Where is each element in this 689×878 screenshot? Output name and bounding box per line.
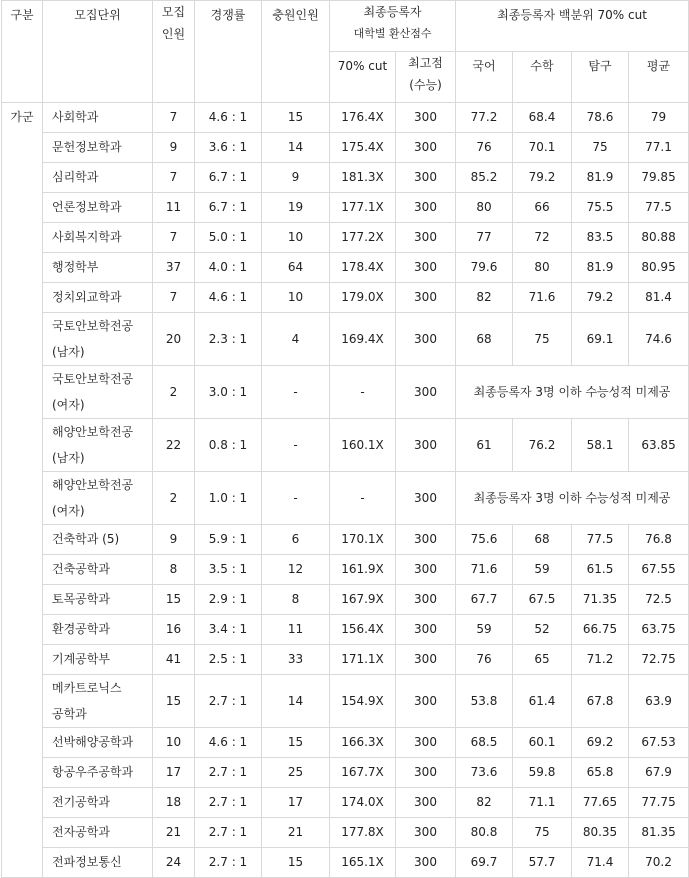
unit-name-cell [43, 758, 153, 788]
max-score-cell: 300 [396, 788, 456, 818]
no-data-note: 최종등록자 3명 이하 수능성적 미제공 [456, 472, 689, 525]
extra-cell: 14 [262, 675, 330, 728]
korean-cell: 73.6 [456, 758, 513, 788]
inquiry-cell: 79.2 [572, 283, 629, 313]
ratio-cell: 4.6 : 1 [195, 103, 262, 133]
table-row [2, 848, 689, 878]
inquiry-cell: 75.5 [572, 193, 629, 223]
header-final-line1: 최종등록자 [363, 5, 422, 19]
cut70-cell: 165.1X [330, 848, 396, 878]
cut70-cell: - [330, 366, 396, 419]
unit-name-line: 메카트로닉스 [52, 681, 122, 695]
max-score-cell: 300 [396, 193, 456, 223]
table-row [2, 728, 689, 758]
korean-cell: 69.7 [456, 848, 513, 878]
unit-name-cell [43, 848, 153, 878]
cut70-cell: - [330, 472, 396, 525]
inquiry-cell: 80.35 [572, 818, 629, 848]
korean-cell: 77 [456, 223, 513, 253]
unit-name-line: 기계공학부 [52, 652, 110, 666]
unit-name-line: (여자) [52, 504, 85, 518]
average-cell: 63.9 [629, 675, 689, 728]
korean-cell: 80.8 [456, 818, 513, 848]
extra-cell: 64 [262, 253, 330, 283]
header-korean: 국어 [456, 52, 513, 103]
no-data-note: 최종등록자 3명 이하 수능성적 미제공 [456, 366, 689, 419]
ratio-cell: 1.0 : 1 [195, 472, 262, 525]
inquiry-cell: 69.2 [572, 728, 629, 758]
quota-cell: 7 [153, 163, 195, 193]
unit-name-line: 정치외교학과 [52, 290, 122, 304]
ratio-cell: 6.7 : 1 [195, 163, 262, 193]
table-body [2, 103, 689, 878]
unit-name-cell [43, 163, 153, 193]
ratio-cell: 4.6 : 1 [195, 728, 262, 758]
unit-name-cell [43, 585, 153, 615]
cut70-cell: 167.7X [330, 758, 396, 788]
inquiry-cell: 66.75 [572, 615, 629, 645]
unit-name-line: 문헌정보학과 [52, 140, 122, 154]
quota-cell: 10 [153, 728, 195, 758]
cut70-cell: 171.1X [330, 645, 396, 675]
max-score-cell: 300 [396, 645, 456, 675]
unit-name-line: 건축학과 (5) [52, 532, 120, 546]
unit-name-line: 전파정보통신 [52, 855, 122, 869]
header-max-line1: 최고점 [408, 56, 443, 70]
math-cell: 72 [513, 223, 572, 253]
korean-cell: 79.6 [456, 253, 513, 283]
math-cell: 59 [513, 555, 572, 585]
header-extra: 충원인원 [262, 1, 330, 103]
cut70-cell: 161.9X [330, 555, 396, 585]
math-cell: 52 [513, 615, 572, 645]
header-inquiry: 탐구 [572, 52, 629, 103]
extra-cell: 15 [262, 848, 330, 878]
inquiry-cell: 67.8 [572, 675, 629, 728]
quota-cell: 7 [153, 103, 195, 133]
inquiry-cell: 71.35 [572, 585, 629, 615]
inquiry-cell: 71.2 [572, 645, 629, 675]
math-cell: 57.7 [513, 848, 572, 878]
quota-cell: 16 [153, 615, 195, 645]
max-score-cell: 300 [396, 758, 456, 788]
ratio-cell: 2.7 : 1 [195, 818, 262, 848]
average-cell: 72.5 [629, 585, 689, 615]
math-cell: 59.8 [513, 758, 572, 788]
table-row [2, 585, 689, 615]
quota-cell: 21 [153, 818, 195, 848]
cut70-cell: 177.2X [330, 223, 396, 253]
ratio-cell: 2.7 : 1 [195, 675, 262, 728]
quota-cell: 7 [153, 223, 195, 253]
inquiry-cell: 81.9 [572, 253, 629, 283]
group-cell: 가군 [2, 103, 43, 878]
average-cell: 63.75 [629, 615, 689, 645]
header-quota-line2: 인원 [161, 27, 186, 41]
unit-name-line: 언론정보학과 [52, 200, 122, 214]
math-cell: 75 [513, 313, 572, 366]
max-score-cell: 300 [396, 103, 456, 133]
ratio-cell: 6.7 : 1 [195, 193, 262, 223]
header-final-line2: 대학별 환산점수 [353, 27, 432, 40]
average-cell: 67.53 [629, 728, 689, 758]
math-cell: 60.1 [513, 728, 572, 758]
unit-name-line: 국토안보학전공 [52, 319, 134, 333]
unit-name-line: 전기공학과 [52, 795, 110, 809]
unit-name-line: 항공우주공학과 [52, 765, 134, 779]
cut70-cell: 166.3X [330, 728, 396, 758]
math-cell: 70.1 [513, 133, 572, 163]
extra-cell: 17 [262, 788, 330, 818]
ratio-cell: 2.9 : 1 [195, 585, 262, 615]
average-cell: 79 [629, 103, 689, 133]
korean-cell: 76 [456, 133, 513, 163]
extra-cell: 14 [262, 133, 330, 163]
extra-cell: 12 [262, 555, 330, 585]
math-cell: 68 [513, 525, 572, 555]
ratio-cell: 3.0 : 1 [195, 366, 262, 419]
table-row [2, 525, 689, 555]
ratio-cell: 5.9 : 1 [195, 525, 262, 555]
ratio-cell: 2.7 : 1 [195, 788, 262, 818]
quota-cell: 15 [153, 585, 195, 615]
math-cell: 71.1 [513, 788, 572, 818]
unit-name-cell [43, 103, 153, 133]
table-row [2, 313, 689, 366]
average-cell: 77.1 [629, 133, 689, 163]
table-row [2, 133, 689, 163]
math-cell: 71.6 [513, 283, 572, 313]
table-row [2, 788, 689, 818]
math-cell: 65 [513, 645, 572, 675]
average-cell: 74.6 [629, 313, 689, 366]
quota-cell: 37 [153, 253, 195, 283]
unit-name-cell [43, 472, 153, 525]
math-cell: 76.2 [513, 419, 572, 472]
inquiry-cell: 83.5 [572, 223, 629, 253]
unit-name-line: 선박해양공학과 [52, 735, 134, 749]
ratio-cell: 2.7 : 1 [195, 848, 262, 878]
header-ratio: 경쟁률 [195, 1, 262, 103]
korean-cell: 77.2 [456, 103, 513, 133]
table-row [2, 193, 689, 223]
cut70-cell: 160.1X [330, 419, 396, 472]
quota-cell: 11 [153, 193, 195, 223]
quota-cell: 2 [153, 472, 195, 525]
ratio-cell: 3.5 : 1 [195, 555, 262, 585]
average-cell: 79.85 [629, 163, 689, 193]
korean-cell: 59 [456, 615, 513, 645]
inquiry-cell: 61.5 [572, 555, 629, 585]
unit-name-cell [43, 133, 153, 163]
cut70-cell: 156.4X [330, 615, 396, 645]
unit-name-cell [43, 366, 153, 419]
extra-cell: 33 [262, 645, 330, 675]
quota-cell: 24 [153, 848, 195, 878]
unit-name-line: 공학과 [52, 707, 87, 721]
table-row [2, 645, 689, 675]
max-score-cell: 300 [396, 419, 456, 472]
quota-cell: 41 [153, 645, 195, 675]
cut70-cell: 169.4X [330, 313, 396, 366]
korean-cell: 71.6 [456, 555, 513, 585]
quota-cell: 2 [153, 366, 195, 419]
unit-name-cell [43, 525, 153, 555]
quota-cell: 17 [153, 758, 195, 788]
extra-cell: 8 [262, 585, 330, 615]
korean-cell: 75.6 [456, 525, 513, 555]
header-percentile: 최종등록자 백분위 70% cut [456, 1, 689, 52]
unit-name-cell [43, 645, 153, 675]
average-cell: 63.85 [629, 419, 689, 472]
extra-cell: 10 [262, 223, 330, 253]
table-row [2, 283, 689, 313]
max-score-cell: 300 [396, 615, 456, 645]
table-row [2, 253, 689, 283]
korean-cell: 76 [456, 645, 513, 675]
quota-cell: 18 [153, 788, 195, 818]
korean-cell: 53.8 [456, 675, 513, 728]
admission-results-table [1, 0, 689, 878]
extra-cell: 21 [262, 818, 330, 848]
table-row [2, 675, 689, 728]
ratio-cell: 4.0 : 1 [195, 253, 262, 283]
extra-cell: 19 [262, 193, 330, 223]
korean-cell: 68 [456, 313, 513, 366]
max-score-cell: 300 [396, 313, 456, 366]
ratio-cell: 2.3 : 1 [195, 313, 262, 366]
math-cell: 68.4 [513, 103, 572, 133]
unit-name-line: 해양안보학전공 [52, 425, 134, 439]
unit-name-line: 사회복지학과 [52, 230, 122, 244]
cut70-cell: 177.1X [330, 193, 396, 223]
header-average: 평균 [629, 52, 689, 103]
unit-name-cell [43, 419, 153, 472]
unit-name-cell [43, 193, 153, 223]
inquiry-cell: 69.1 [572, 313, 629, 366]
quota-cell: 9 [153, 133, 195, 163]
max-score-cell: 300 [396, 223, 456, 253]
math-cell: 75 [513, 818, 572, 848]
max-score-cell: 300 [396, 818, 456, 848]
average-cell: 67.9 [629, 758, 689, 788]
extra-cell: - [262, 472, 330, 525]
extra-cell: 10 [262, 283, 330, 313]
unit-name-cell [43, 223, 153, 253]
extra-cell: 6 [262, 525, 330, 555]
ratio-cell: 2.7 : 1 [195, 758, 262, 788]
korean-cell: 68.5 [456, 728, 513, 758]
max-score-cell: 300 [396, 133, 456, 163]
quota-cell: 7 [153, 283, 195, 313]
ratio-cell: 3.6 : 1 [195, 133, 262, 163]
cut70-cell: 154.9X [330, 675, 396, 728]
unit-name-line: (남자) [52, 451, 85, 465]
header-unit: 모집단위 [43, 1, 153, 103]
max-score-cell: 300 [396, 472, 456, 525]
korean-cell: 67.7 [456, 585, 513, 615]
ratio-cell: 2.5 : 1 [195, 645, 262, 675]
unit-name-line: 사회학과 [52, 110, 99, 124]
korean-cell: 82 [456, 788, 513, 818]
ratio-cell: 5.0 : 1 [195, 223, 262, 253]
cut70-cell: 178.4X [330, 253, 396, 283]
cut70-cell: 175.4X [330, 133, 396, 163]
cut70-cell: 177.8X [330, 818, 396, 848]
extra-cell: - [262, 366, 330, 419]
unit-name-line: 행정학부 [52, 260, 99, 274]
max-score-cell: 300 [396, 283, 456, 313]
quota-cell: 20 [153, 313, 195, 366]
unit-name-cell [43, 253, 153, 283]
extra-cell: 11 [262, 615, 330, 645]
korean-cell: 61 [456, 419, 513, 472]
max-score-cell: 300 [396, 366, 456, 419]
max-score-cell: 300 [396, 525, 456, 555]
table-row [2, 103, 689, 133]
unit-name-line: 환경공학과 [52, 622, 110, 636]
average-cell: 76.8 [629, 525, 689, 555]
max-score-cell: 300 [396, 585, 456, 615]
table-row [2, 758, 689, 788]
header-quota-line1: 모집 [161, 5, 186, 19]
unit-name-line: 해양안보학전공 [52, 478, 134, 492]
unit-name-cell [43, 728, 153, 758]
korean-cell: 80 [456, 193, 513, 223]
unit-name-line: 심리학과 [52, 170, 99, 184]
inquiry-cell: 77.65 [572, 788, 629, 818]
cut70-cell: 170.1X [330, 525, 396, 555]
average-cell: 72.75 [629, 645, 689, 675]
unit-name-cell [43, 615, 153, 645]
table-row [2, 366, 689, 419]
header-category: 구분 [2, 1, 43, 103]
unit-name-cell [43, 675, 153, 728]
inquiry-cell: 65.8 [572, 758, 629, 788]
inquiry-cell: 78.6 [572, 103, 629, 133]
header-cut70: 70% cut [330, 52, 396, 103]
table-row [2, 615, 689, 645]
unit-name-line: 건축공학과 [52, 562, 110, 576]
quota-cell: 22 [153, 419, 195, 472]
max-score-cell: 300 [396, 728, 456, 758]
max-score-cell: 300 [396, 163, 456, 193]
cut70-cell: 181.3X [330, 163, 396, 193]
math-cell: 67.5 [513, 585, 572, 615]
average-cell: 81.4 [629, 283, 689, 313]
max-score-cell: 300 [396, 555, 456, 585]
table-row [2, 555, 689, 585]
inquiry-cell: 77.5 [572, 525, 629, 555]
table-row [2, 163, 689, 193]
unit-name-line: (여자) [52, 398, 85, 412]
quota-cell: 9 [153, 525, 195, 555]
extra-cell: 4 [262, 313, 330, 366]
max-score-cell: 300 [396, 848, 456, 878]
unit-name-line: 전자공학과 [52, 825, 110, 839]
average-cell: 77.5 [629, 193, 689, 223]
max-score-cell: 300 [396, 253, 456, 283]
math-cell: 61.4 [513, 675, 572, 728]
average-cell: 80.88 [629, 223, 689, 253]
math-cell: 79.2 [513, 163, 572, 193]
korean-cell: 85.2 [456, 163, 513, 193]
average-cell: 80.95 [629, 253, 689, 283]
extra-cell: 25 [262, 758, 330, 788]
average-cell: 81.35 [629, 818, 689, 848]
inquiry-cell: 75 [572, 133, 629, 163]
cut70-cell: 174.0X [330, 788, 396, 818]
average-cell: 70.2 [629, 848, 689, 878]
average-cell: 77.75 [629, 788, 689, 818]
average-cell: 67.55 [629, 555, 689, 585]
extra-cell: - [262, 419, 330, 472]
ratio-cell: 4.6 : 1 [195, 283, 262, 313]
inquiry-cell: 58.1 [572, 419, 629, 472]
cut70-cell: 167.9X [330, 585, 396, 615]
cut70-cell: 176.4X [330, 103, 396, 133]
header-max-line2: (수능) [409, 78, 442, 92]
math-cell: 80 [513, 253, 572, 283]
unit-name-line: (남자) [52, 345, 85, 359]
table-row [2, 419, 689, 472]
korean-cell: 82 [456, 283, 513, 313]
ratio-cell: 0.8 : 1 [195, 419, 262, 472]
inquiry-cell: 71.4 [572, 848, 629, 878]
unit-name-cell [43, 788, 153, 818]
header-max [396, 52, 456, 103]
table-row [2, 472, 689, 525]
extra-cell: 15 [262, 728, 330, 758]
inquiry-cell: 81.9 [572, 163, 629, 193]
header-math: 수학 [513, 52, 572, 103]
unit-name-cell [43, 313, 153, 366]
max-score-cell: 300 [396, 675, 456, 728]
extra-cell: 15 [262, 103, 330, 133]
header-final-score [330, 1, 456, 52]
extra-cell: 9 [262, 163, 330, 193]
quota-cell: 8 [153, 555, 195, 585]
ratio-cell: 3.4 : 1 [195, 615, 262, 645]
table-row [2, 818, 689, 848]
unit-name-cell [43, 283, 153, 313]
header-quota [153, 1, 195, 103]
unit-name-cell [43, 818, 153, 848]
math-cell: 66 [513, 193, 572, 223]
quota-cell: 15 [153, 675, 195, 728]
table-row [2, 223, 689, 253]
unit-name-cell [43, 555, 153, 585]
unit-name-line: 토목공학과 [52, 592, 110, 606]
cut70-cell: 179.0X [330, 283, 396, 313]
unit-name-line: 국토안보학전공 [52, 372, 134, 386]
